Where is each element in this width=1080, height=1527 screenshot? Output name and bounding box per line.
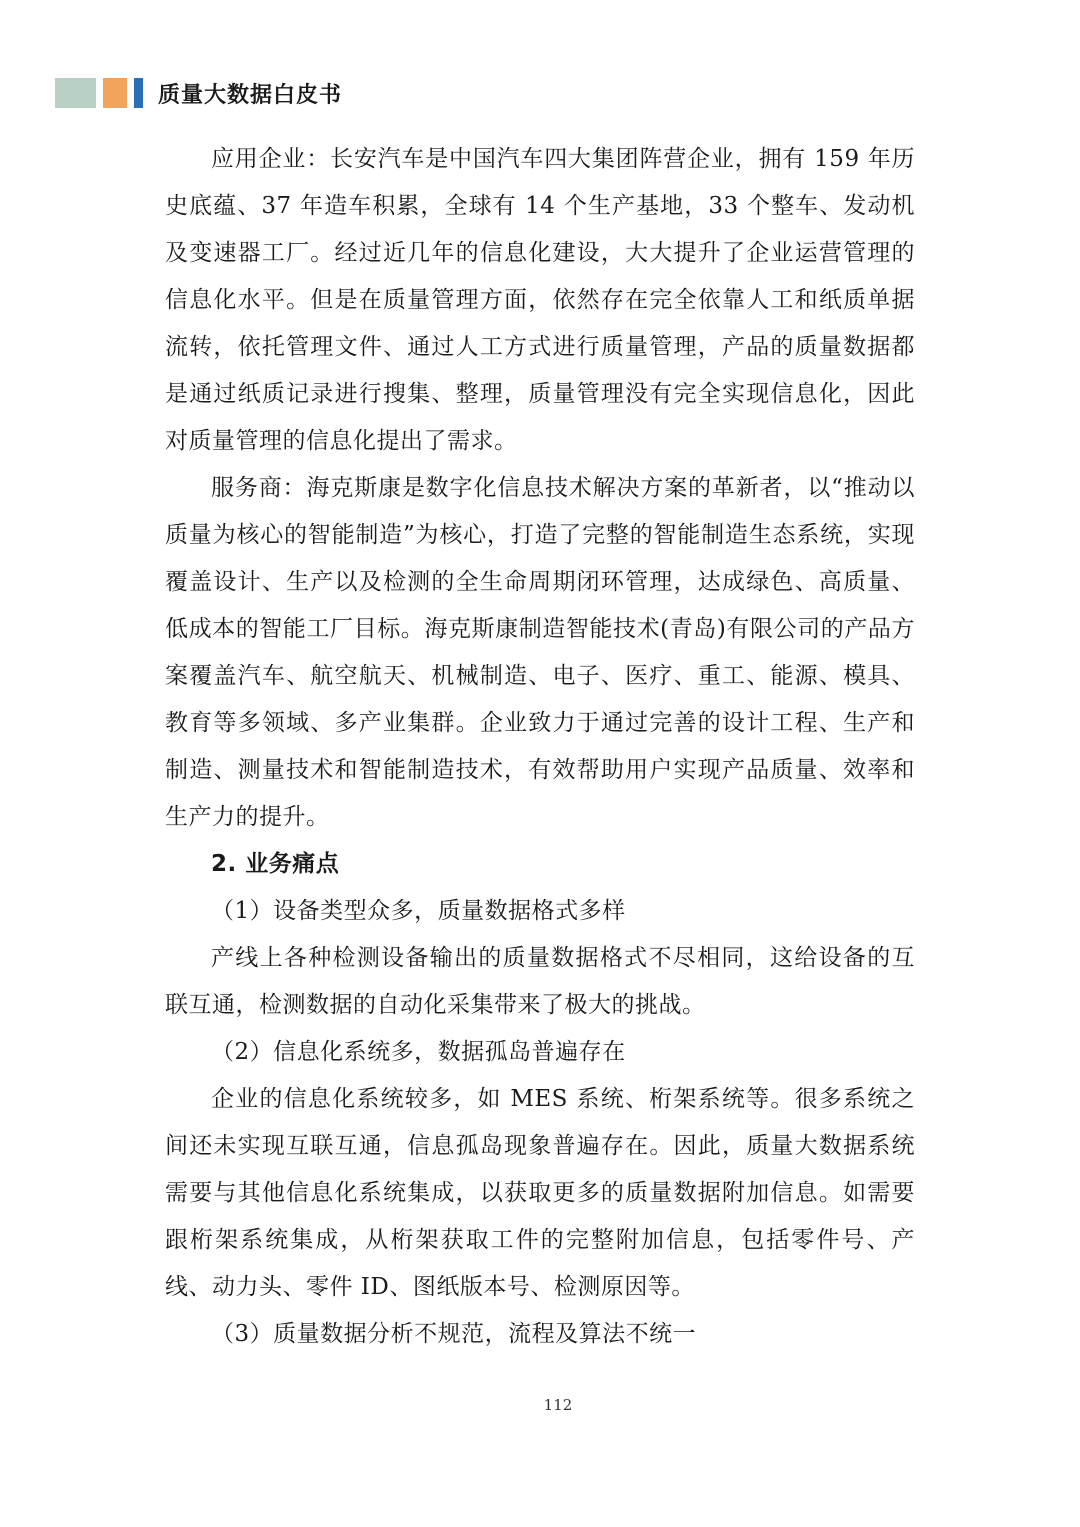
subheading-1: （1）设备类型众多，质量数据格式多样 — [211, 898, 626, 924]
page-number: 112 — [543, 1396, 573, 1414]
paragraph-device-formats: 产线上各种检测设备输出的质量数据格式不尽相同，这给设备的互联互通，检测数据的自动化采集带来了极大的挑战。 — [165, 945, 915, 1018]
paragraph-data-silos: 企业的信息化系统较多，如 MES 系统、桁架系统等。很多系统之间还未实现互联互通，信息孤岛现象普遍存在。因此，质量大数据系统需要与其他信息化系统集成，以获取更多的质量数据附加信息。如需要跟桁架系统集成，从桁架获取工件的完整附加信息，包括零件号、产线、动力头、零件 ID、图纸版本号、检测原因等。 — [165, 1086, 915, 1300]
paragraph-service-provider: 服务商：海克斯康是数字化信息技术解决方案的革新者，以“推动以质量为核心的智能制造”为核心，打造了完整的智能制造生态系统，实现覆盖设计、生产以及检测的全生命周期闭环管理，达成绿色、高质量、低成本的智能工厂目标。海克斯康制造智能技术(青岛)有限公司的产品方案覆盖汽车、航空航天、机械制造、电子、医疗、重工、能源、模具、教育等多领域、多产业集群。企业致力于通过完善的设计工程、生产和制造、测量技术和智能制造技术，有效帮助用户实现产品质量、效率和生产力的提升。 — [165, 475, 915, 830]
header-orange-block — [103, 78, 127, 108]
subheading-3: （3）质量数据分析不规范，流程及算法不统一 — [211, 1321, 697, 1347]
body-text — [165, 136, 915, 1358]
page-header — [55, 78, 342, 108]
header-green-block — [55, 78, 96, 108]
subheading-2: （2）信息化系统多，数据孤岛普遍存在 — [211, 1039, 626, 1065]
paragraph-application-enterprise: 应用企业：长安汽车是中国汽车四大集团阵营企业，拥有 159 年历史底蕴、37 年造车积累，全球有 14 个生产基地，33 个整车、发动机及变速器工厂。经过近几年的信息化建设，大大提升了企业运营管理的信息化水平。但是在质量管理方面，依然存在完全依靠人工和纸质单据流转，依托管理文件、通过人工方式进行质量管理，产品的质量数据都是通过纸质记录进行搜集、整理，质量管理没有完全实现信息化，因此对质量管理的信息化提出了需求。 — [165, 146, 915, 454]
header-title: 质量大数据白皮书 — [158, 82, 343, 108]
section-heading-pain-points: 2. 业务痛点 — [211, 851, 340, 877]
header-blue-block — [134, 78, 143, 108]
